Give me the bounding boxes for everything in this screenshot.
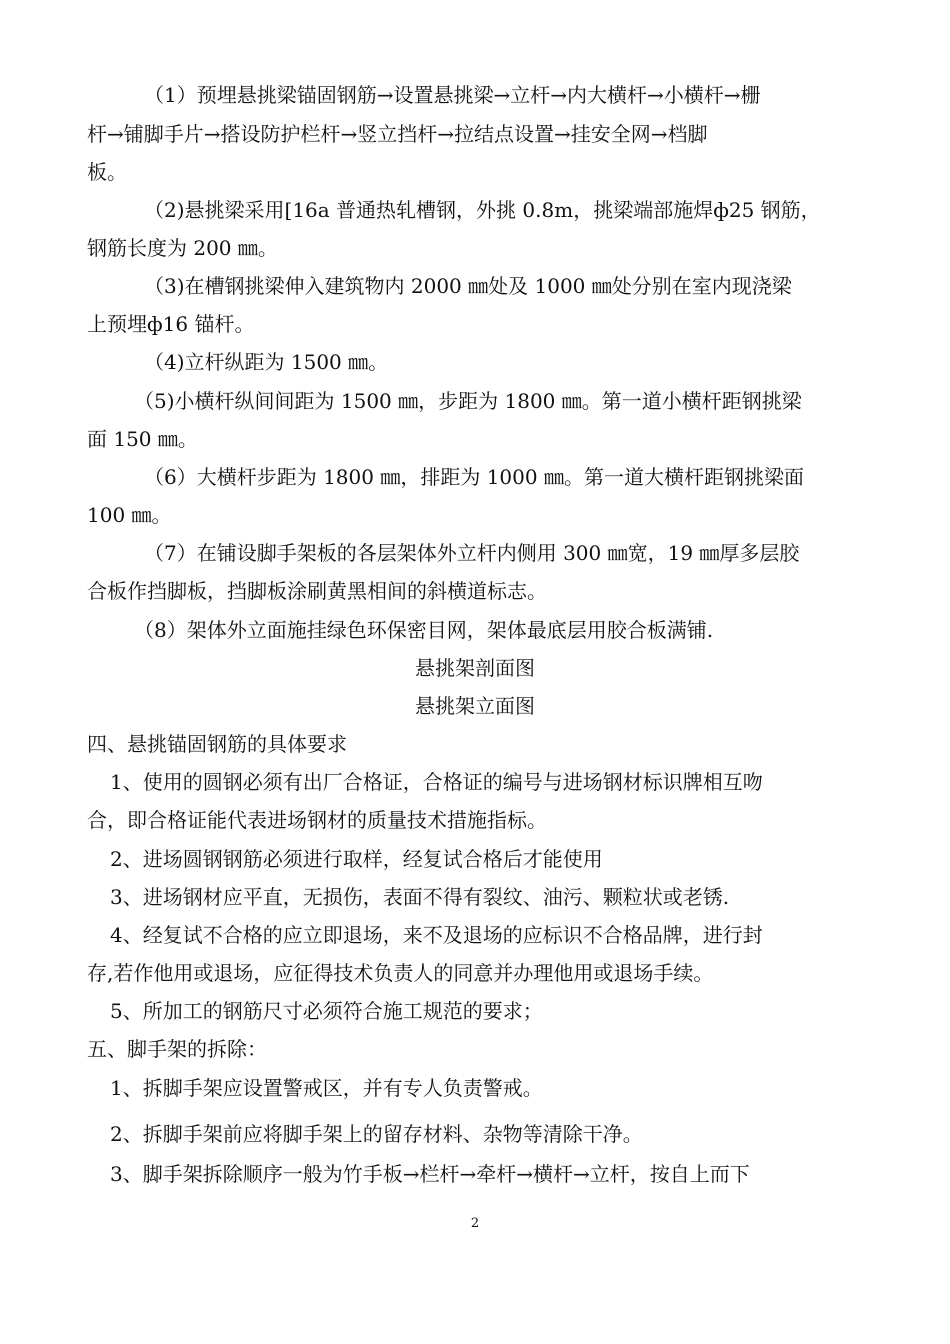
page-number: 2 [470, 1216, 480, 1231]
text-line: （7）在铺设脚手架板的各层架体外立杆内侧用 300 ㎜宽，19 ㎜厚多层胶 [144, 541, 800, 565]
text-line: 4、经复试不合格的应立即退场，来不及退场的应标识不合格品牌，进行封 [110, 923, 763, 947]
text-line: 面 150 ㎜。 [87, 427, 198, 451]
text-line: 3、进场钢材应平直，无损伤，表面不得有裂纹、油污、颗粒状或老锈. [110, 885, 730, 909]
text-line: 1、使用的圆钢必须有出厂合格证，合格证的编号与进场钢材标识牌相互吻 [110, 770, 763, 794]
text-line: 杆→铺脚手片→搭设防护栏杆→竖立挡杆→拉结点设置→挂安全网→档脚 [87, 122, 708, 146]
text-line: （3)在槽钢挑梁伸入建筑物内 2000 ㎜处及 1000 ㎜处分别在室内现浇梁 [144, 274, 792, 298]
section-heading: 五、脚手架的拆除： [87, 1037, 267, 1061]
figure-caption: 悬挑架立面图 [415, 694, 535, 718]
text-line: （1）预埋悬挑梁锚固钢筋→设置悬挑梁→立杆→内大横杆→小横杆→栅 [144, 83, 761, 107]
text-line: （5)小横杆纵间间距为 1500 ㎜，步距为 1800 ㎜。第一道小横杆距钢挑梁 [134, 389, 802, 413]
text-line: 板。 [87, 160, 127, 184]
text-line: （6）大横杆步距为 1800 ㎜，排距为 1000 ㎜。第一道大横杆距钢挑梁面 [144, 465, 804, 489]
figure-caption: 悬挑架剖面图 [415, 656, 535, 680]
text-line: （8）架体外立面施挂绿色环保密目网，架体最底层用胶合板满铺. [134, 618, 714, 642]
text-line: 2、进场圆钢钢筋必须进行取样，经复试合格后才能使用 [110, 847, 603, 871]
text-line: 钢筋长度为 200 ㎜。 [87, 236, 278, 260]
text-line: 上预埋ф16 锚杆。 [87, 312, 255, 336]
text-line: 合板作挡脚板，挡脚板涂刷黄黑相间的斜横道标志。 [87, 579, 547, 603]
section-heading: 四、悬挑锚固钢筋的具体要求 [87, 732, 347, 756]
text-line: 1、拆脚手架应设置警戒区，并有专人负责警戒。 [110, 1076, 543, 1100]
text-line: 存,若作他用或退场，应征得技术负责人的同意并办理他用或退场手续。 [87, 961, 714, 985]
text-line: （4)立杆纵距为 1500 ㎜。 [144, 350, 389, 374]
text-line: 2、拆脚手架前应将脚手架上的留存材料、杂物等清除干净。 [110, 1122, 643, 1146]
text-line: 100 ㎜。 [87, 503, 172, 527]
text-line: 5、所加工的钢筋尺寸必须符合施工规范的要求； [110, 999, 543, 1023]
text-line: （2)悬挑梁采用[16a 普通热轧槽钢，外挑 0.8m，挑梁端部施焊ф25 钢筋， [144, 198, 821, 222]
text-line: 3、脚手架拆除顺序一般为竹手板→栏杆→牵杆→横杆→立杆，按自上而下 [110, 1162, 750, 1186]
text-line: 合，即合格证能代表进场钢材的质量技术措施指标。 [87, 808, 547, 832]
